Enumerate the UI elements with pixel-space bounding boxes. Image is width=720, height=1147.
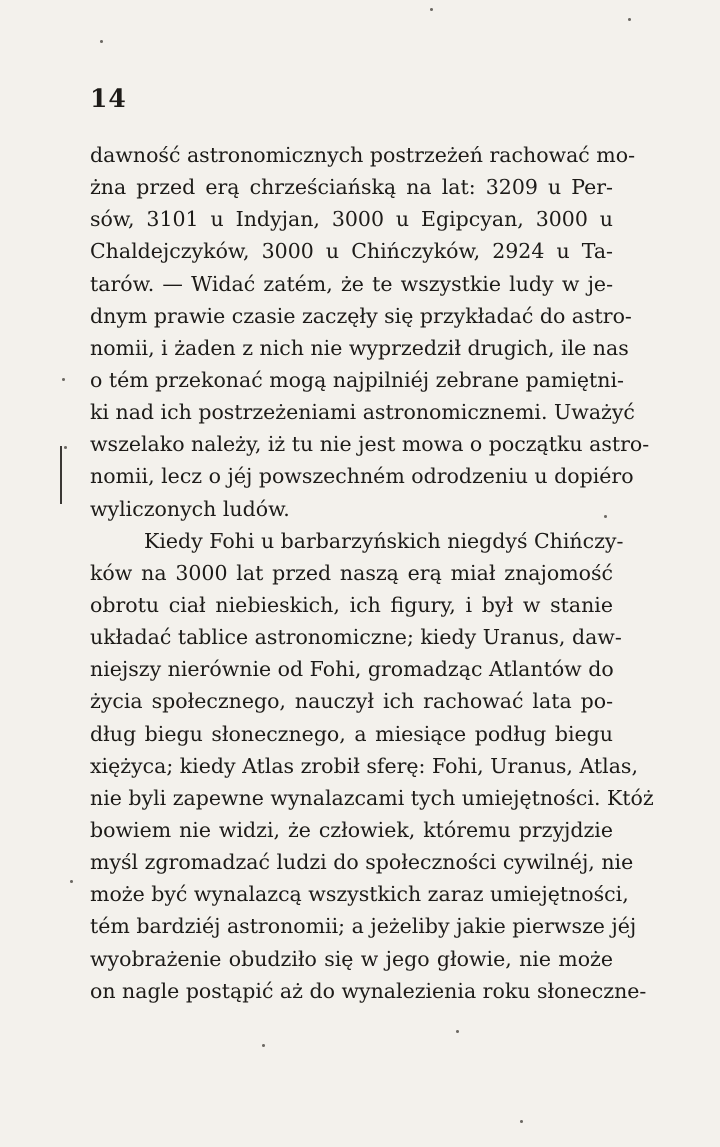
text-line: bowiem nie widzi, że człowiek, któremu przyjdzie xyxy=(90,817,613,842)
paper-speck xyxy=(70,880,73,883)
paper-speck xyxy=(100,40,103,43)
text-line: tém bardziéj astronomii; a jeżeliby jakie pierwsze jéj xyxy=(90,914,637,939)
margin-ink-mark xyxy=(60,446,62,504)
text-line: może być wynalazcą wszystkich zaraz umiejętności, xyxy=(90,882,629,907)
paper-speck xyxy=(262,1044,265,1047)
text-line: życia społecznego, nauczył ich rachować lata po- xyxy=(90,689,613,714)
paragraph-first-line: Kiedy Fohi u barbarzyńskich niegdyś Chińczy- xyxy=(144,528,624,553)
text-line: układać tablice astronomiczne; kiedy Uranus, daw- xyxy=(90,625,622,650)
text-line: on nagle postąpić aż do wynalezienia roku słoneczne- xyxy=(90,978,647,1003)
text-line: Chaldejczyków, 3000 u Chińczyków, 2924 u Ta- xyxy=(90,239,613,264)
text-line: dawność astronomicznych postrzeżeń rachować mo- xyxy=(90,143,636,167)
text-line: ków na 3000 lat przed naszą erą miał znajomość xyxy=(90,560,613,585)
text-line: wszelako należy, iż tu nie jest mowa o początku astro- xyxy=(90,432,650,457)
paper-speck xyxy=(456,1030,459,1033)
paper-speck xyxy=(430,8,433,11)
text-line: myśl zgromadzać ludzi do społeczności cywilnéj, nie xyxy=(90,850,634,875)
text-line: ki nad ich postrzeżeniami astronomicznemi. Uważyć xyxy=(90,400,635,425)
body-text xyxy=(90,139,654,1007)
paragraph-end-line: wyliczonych ludów. xyxy=(90,496,290,521)
paper-speck xyxy=(628,18,631,21)
text-line: dług biegu słonecznego, a miesiące podług biegu xyxy=(90,721,613,746)
text-line: xiężyca; kiedy Atlas zrobił sferę: Fohi, Uranus, Atlas, xyxy=(90,753,638,778)
text-line: obrotu ciał niebieskich, ich figury, i był w stanie xyxy=(90,592,613,617)
text-line: nomii, lecz o jéj powszechném odrodzeniu u dopiéro xyxy=(90,464,634,489)
text-line: tarów. — Widać zatém, że te wszystkie ludy w je- xyxy=(90,271,613,296)
text-line: wyobrażenie obudziło się w jego głowie, nie może xyxy=(90,946,613,971)
text-line: żna przed erą chrześciańską na lat: 3209 u Per- xyxy=(90,175,613,200)
text-line: o tém przekonać mogą najpilniéj zebrane pamiętni- xyxy=(90,367,624,392)
paper-speck xyxy=(520,1120,523,1123)
text-line: dnym prawie czasie zaczęły się przykładać do astro- xyxy=(90,303,632,328)
paper-speck xyxy=(604,515,607,518)
text-line: niejszy nierównie od Fohi, gromadząc Atlantów do xyxy=(90,657,614,682)
page-number: 14 xyxy=(90,84,127,113)
text-line: nomii, i żaden z nich nie wyprzedził drugich, ile nas xyxy=(90,335,629,360)
text-line: sów, 3101 u Indyjan, 3000 u Egipcyan, 3000 u xyxy=(90,207,613,232)
paper-speck xyxy=(64,446,67,449)
paper-speck xyxy=(62,378,65,381)
text-line: nie byli zapewne wynalazcami tych umiejętności. Któż xyxy=(90,785,654,810)
